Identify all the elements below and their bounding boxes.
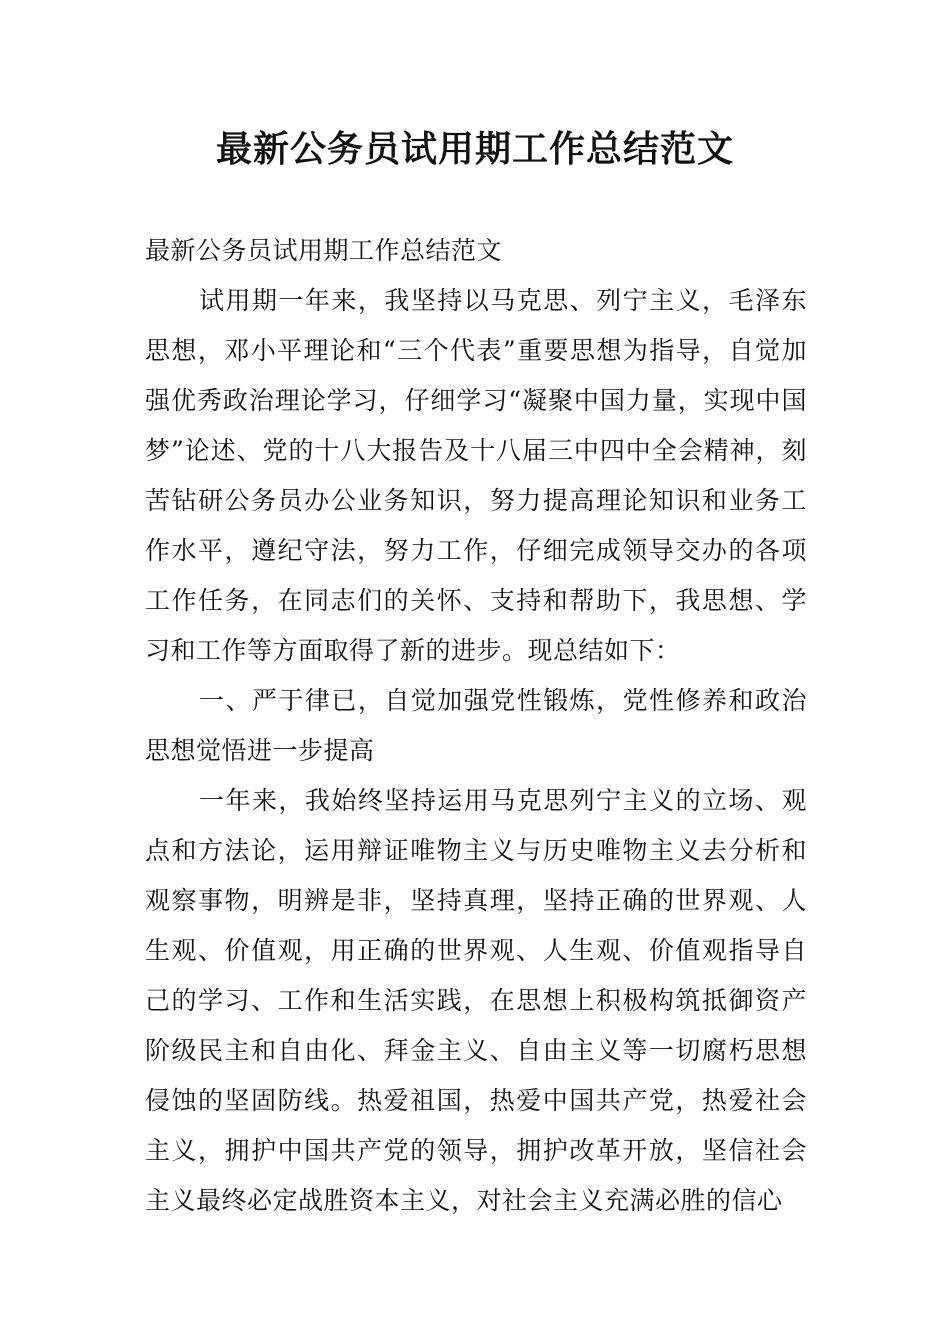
section-heading-paragraph: 一、严于律已，自觉加强党性锻炼，党性修养和政治思想觉悟进一步提高 (145, 686, 807, 765)
document-title: 最新公务员试用期工作总结范文 (215, 129, 734, 170)
subtitle-paragraph: 最新公务员试用期工作总结范文 (145, 236, 503, 265)
body-paragraph: 一年来，我始终坚持运用马克思列宁主义的立场、观点和方法论，运用辩证唯物主义与历史唯物主义去分析和观察事物，明辨是非，坚持真理，坚持正确的世界观、人生观、价值观，用正确的世界观、人生观、价值观指导自己的学习、工作和生活实践，在思想上积极构筑抵御资产阶级民主和自由化、拜金主义、自由主义等一切腐朽思想侵蚀的坚固防线。热爱祖国，热爱中国共产党，热爱社会主义，拥护中国共产党的领导，拥护改革开放，坚信社会主义最终必定战胜资本主义，对社会主义充满必胜的信心 (145, 786, 807, 1215)
intro-paragraph: 试用期一年来，我坚持以马克思、列宁主义，毛泽东思想，邓小平理论和“三个代表”重要思想为指导，自觉加强优秀政治理论学习，仔细学习“凝聚中国力量，实现中国梦”论述、党的十八大报告及十八届三中四中全会精神，刻苦钻研公务员办公业务知识，努力提高理论知识和业务工作水平，遵纪守法，努力工作，仔细完成领导交办的各项工作任务，在同志们的关怀、支持和帮助下，我思想、学习和工作等方面取得了新的进步。现总结如下： (145, 286, 807, 665)
document-body (145, 226, 807, 1226)
